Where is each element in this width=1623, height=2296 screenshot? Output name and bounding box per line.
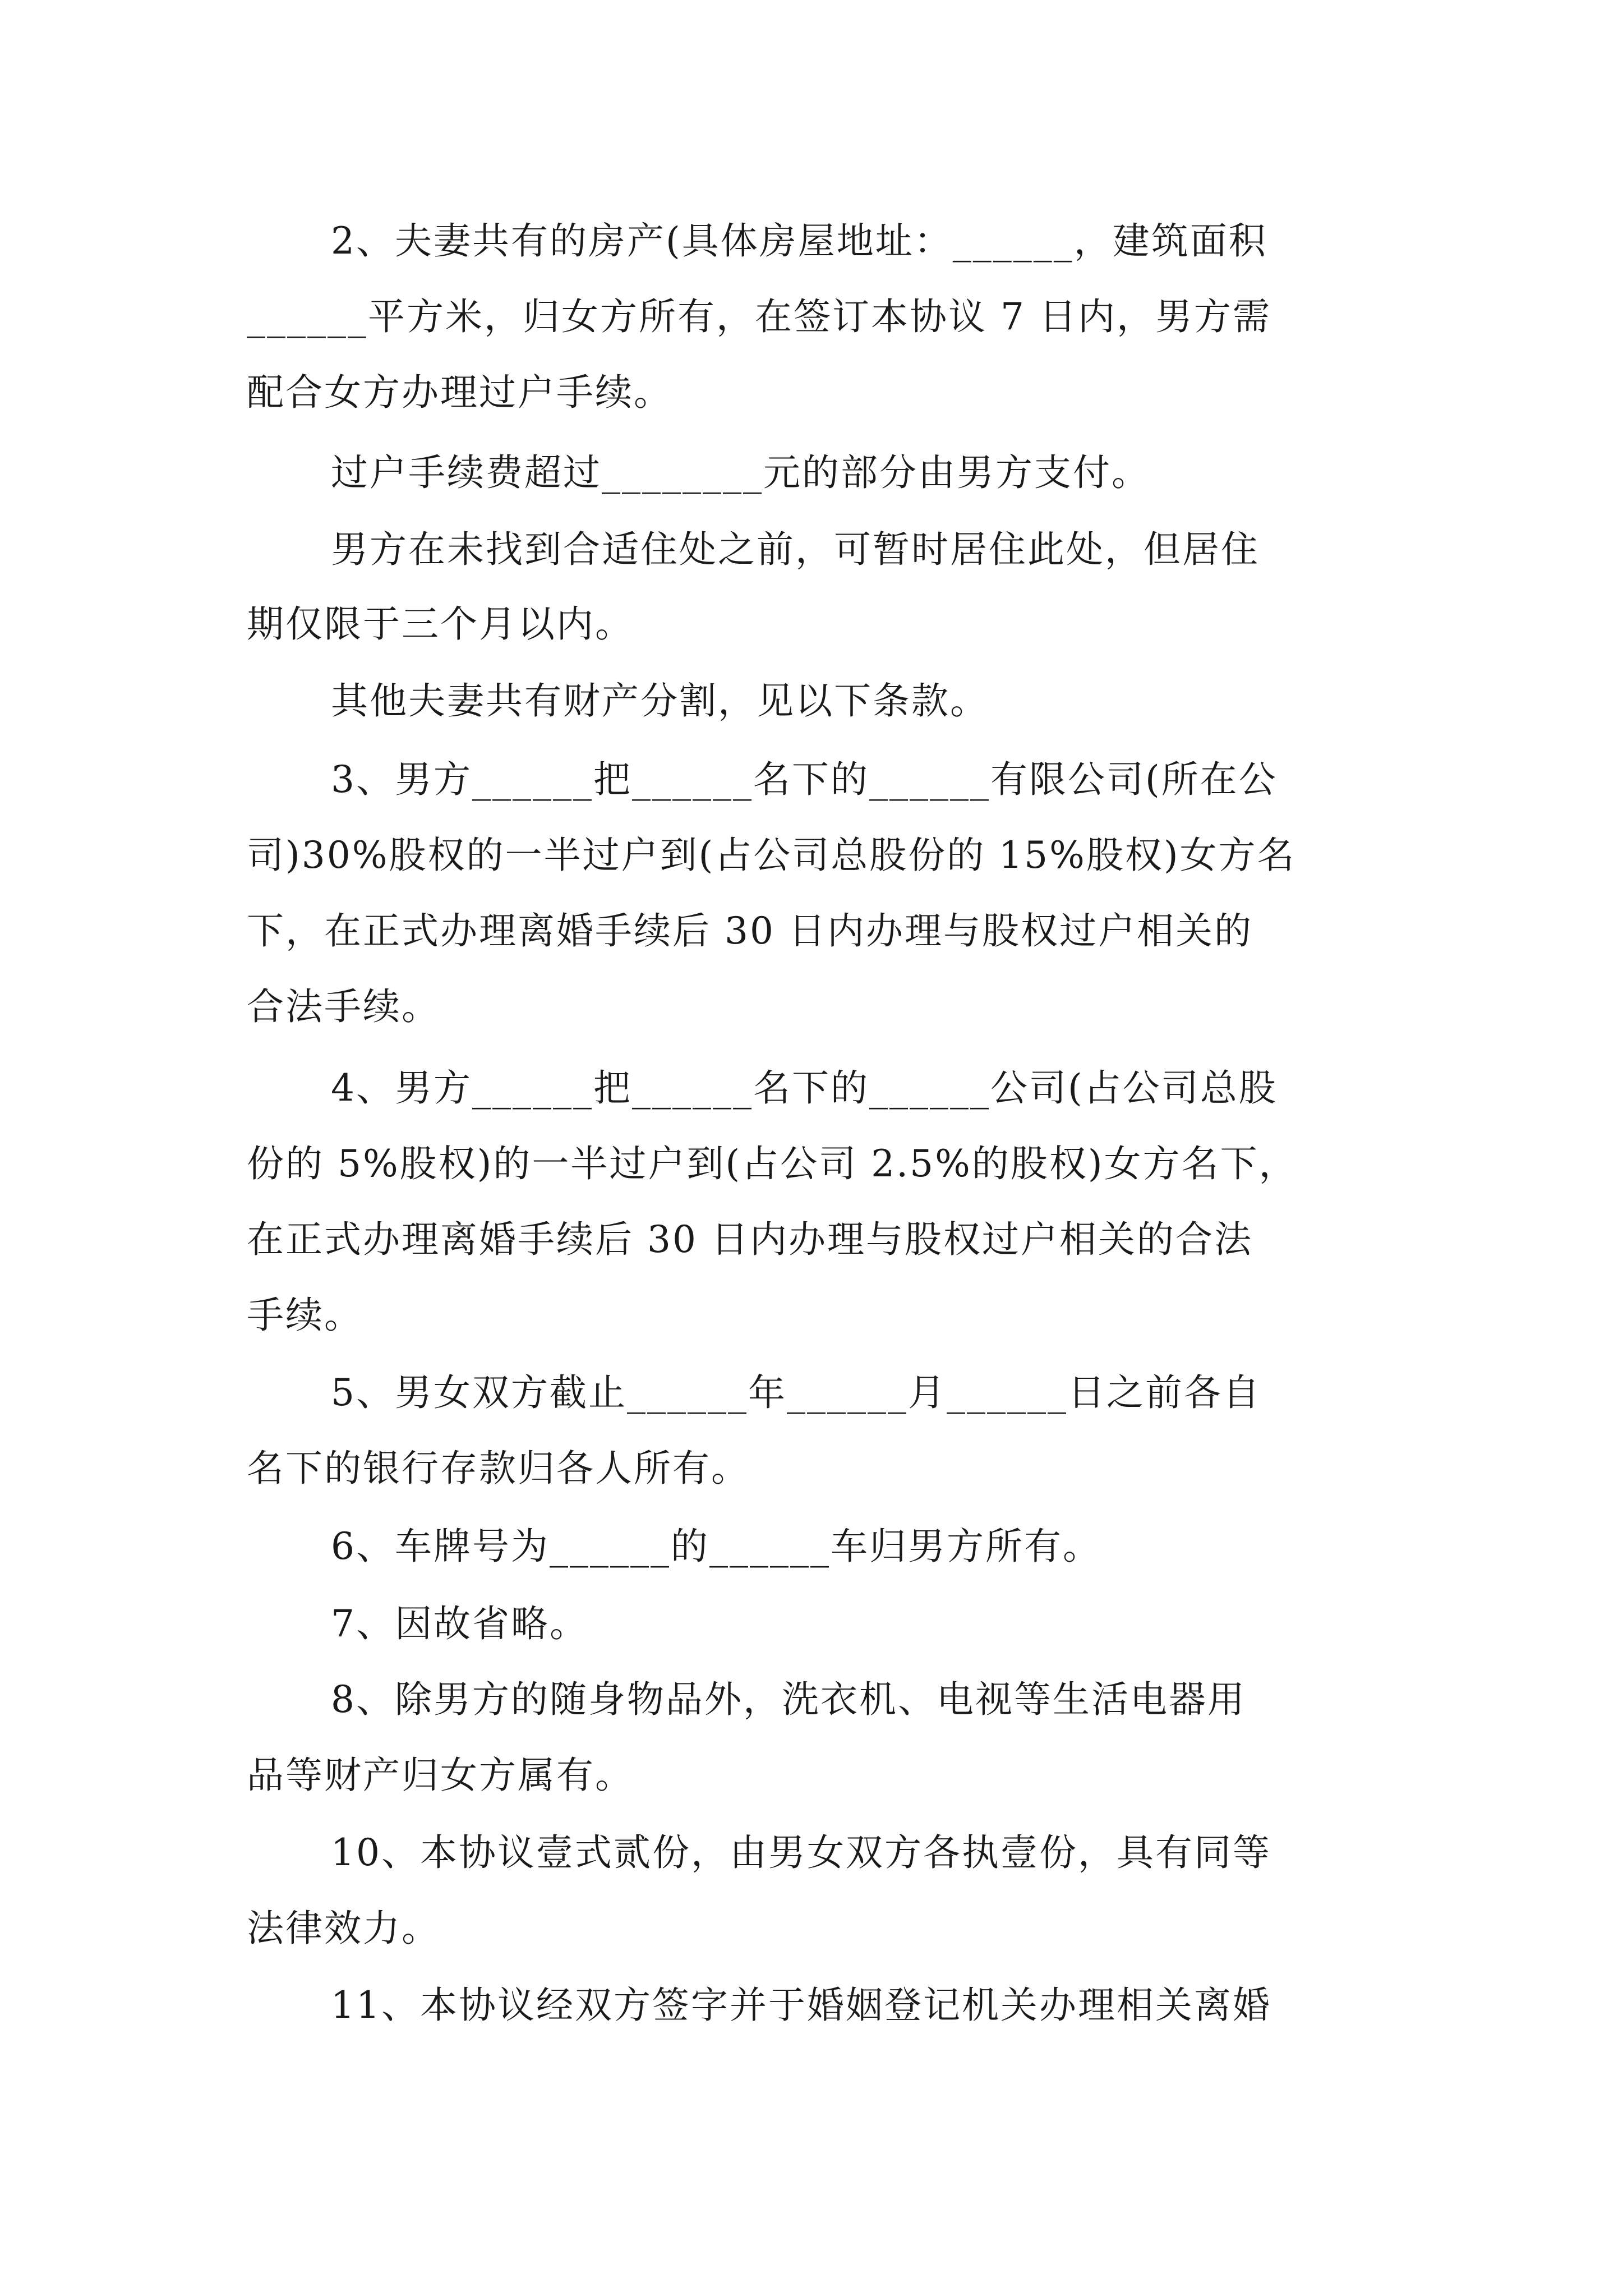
clause-2-line-3: 配合女方办理过户手续。 xyxy=(247,371,672,414)
clause-11-line-1: 11、本协议经双方签字并于婚姻登记机关办理相关离婚 xyxy=(331,1984,1271,2027)
clause-4-line-1: 4、男方______把______名下的______公司(占公司总股 xyxy=(331,1066,1278,1110)
clause-3-line-3: 下，在正式办理离婚手续后 30 日内办理与股权过户相关的 xyxy=(247,909,1253,953)
clause-3-line-2: 司)30%股权的一半过户到(占公司总股份的 15%股权)女方名 xyxy=(247,834,1296,877)
clause-2-line-1: 2、夫妻共有的房产(具体房屋地址：______，建筑面积 xyxy=(331,219,1267,263)
other-property-line: 其他夫妻共有财产分割，见以下条款。 xyxy=(331,679,989,723)
clause-3-line-4: 合法手续。 xyxy=(247,985,440,1028)
clause-2-line-2: ______平方米，归女方所有，在签订本协议 7 日内，男方需 xyxy=(247,295,1271,338)
clause-4-line-4: 手续。 xyxy=(247,1294,363,1337)
clause-8-line-2: 品等财产归女方属有。 xyxy=(247,1754,634,1797)
residence-line-1: 男方在未找到合适住处之前，可暂时居住此处，但居住 xyxy=(331,528,1260,571)
clause-4-line-2: 份的 5%股权)的一半过户到(占公司 2.5%的股权)女方名下， xyxy=(247,1142,1298,1185)
clause-7-line: 7、因故省略。 xyxy=(331,1602,588,1645)
residence-line-2: 期仅限于三个月以内。 xyxy=(247,602,634,646)
clause-8-line-1: 8、除男方的随身物品外，洗衣机、电视等生活电器用 xyxy=(331,1678,1246,1721)
clause-10-line-2: 法律效力。 xyxy=(247,1907,440,1950)
clause-5-line-1: 5、男女双方截止______年______月______日之前各自 xyxy=(331,1371,1261,1414)
clause-5-line-2: 名下的银行存款归各人所有。 xyxy=(247,1447,750,1490)
transfer-fee-line: 过户手续费超过________元的部分由男方支付。 xyxy=(331,451,1150,494)
clause-6-line: 6、车牌号为______的______车归男方所有。 xyxy=(331,1525,1101,1568)
clause-4-line-3: 在正式办理离婚手续后 30 日内办理与股权过户相关的合法 xyxy=(247,1218,1253,1261)
clause-10-line-1: 10、本协议壹式贰份，由男女双方各执壹份，具有同等 xyxy=(331,1831,1271,1874)
clause-3-line-1: 3、男方______把______名下的______有限公司(所在公 xyxy=(331,758,1278,801)
